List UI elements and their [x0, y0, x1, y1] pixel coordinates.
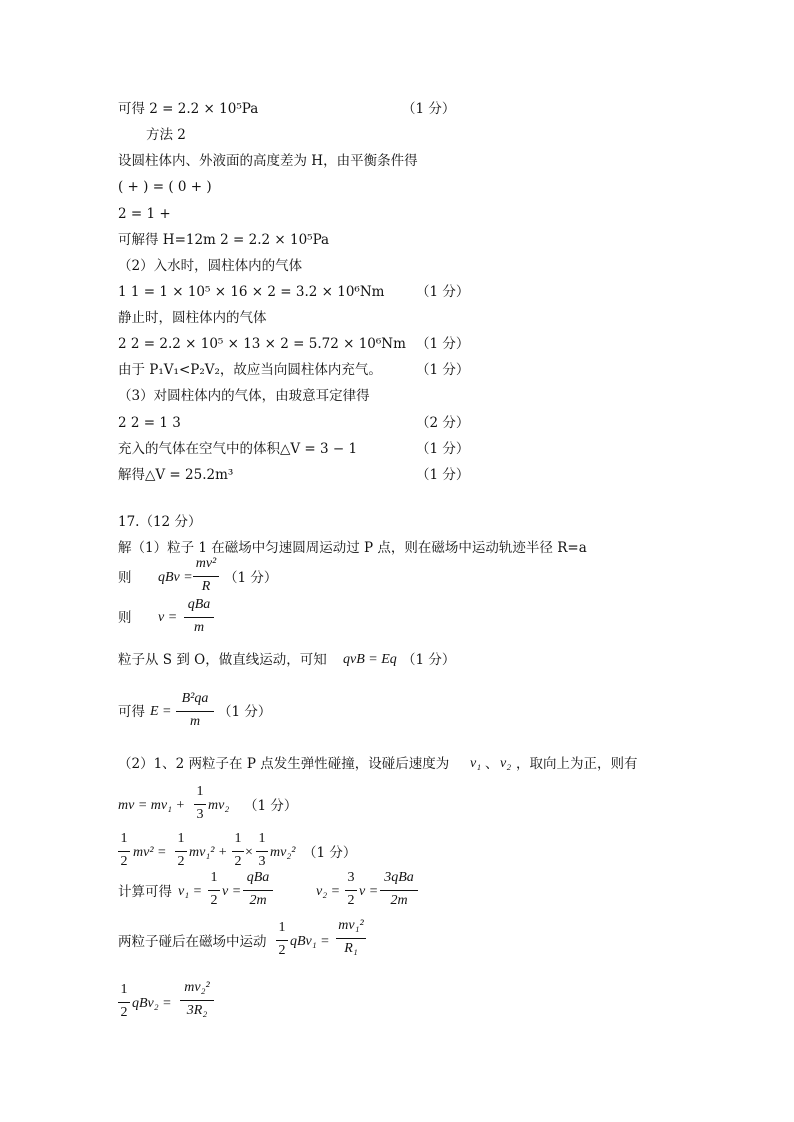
frac-den: 3	[258, 854, 266, 869]
frac-num: 1	[120, 982, 128, 997]
line-compare: 由于 P₁V₁<P₂V₂，故应当向圆柱体内充气。	[118, 362, 382, 378]
frac-den: m	[193, 620, 205, 635]
eq-v: v =	[158, 610, 178, 625]
frac-bar	[276, 940, 288, 941]
eq-v1-mid: v =	[222, 884, 242, 899]
label-then: 则	[118, 570, 132, 586]
eq-momentum-tail: mv₂	[208, 798, 230, 813]
var-v2: v₂	[500, 756, 512, 771]
score-mark: （1 分）	[416, 441, 470, 457]
frac-bar	[345, 890, 357, 891]
line-delta-v: 充入的气体在空气中的体积△V = 3 − 1	[118, 441, 358, 457]
fraction-1-2	[208, 870, 220, 912]
score-mark: （1 分）	[303, 845, 357, 861]
line-boyle-eq: 2 2 = 1 3	[118, 415, 181, 431]
fraction-3-2	[345, 870, 357, 912]
frac-num: mv₂²	[184, 980, 210, 995]
label-then: 则	[118, 610, 132, 626]
frac-bar	[256, 851, 268, 852]
eq-momentum: mv = mv₁ +	[118, 798, 185, 813]
fraction-b2qa-over-m	[176, 691, 214, 733]
line-part2-heading: （2）入水时，圆柱体内的气体	[118, 258, 303, 274]
frac-num: 3	[347, 870, 355, 885]
fraction-1-2	[232, 831, 244, 873]
frac-den: 3	[196, 807, 204, 822]
line-p1v1: 1 1 = 1 × 10⁵ × 16 × 2 = 3.2 × 10⁶Nm	[118, 284, 385, 300]
frac-den: 2	[347, 893, 355, 908]
frac-den: 2	[278, 943, 286, 958]
frac-den: R₁	[344, 941, 358, 956]
eq-circular-2: qBv₂ =	[132, 996, 172, 1011]
frac-den: 2	[177, 854, 185, 869]
frac-bar	[194, 804, 206, 805]
frac-num: 3qBa	[384, 870, 414, 885]
score-mark: （1 分）	[416, 362, 470, 378]
score-mark: （1 分）	[244, 798, 298, 814]
frac-bar	[243, 890, 273, 891]
frac-num: 1	[234, 831, 242, 846]
frac-num: qBa	[187, 597, 211, 612]
line-p2v2: 2 2 = 2.2 × 10⁵ × 13 × 2 = 5.72 × 10⁶Nm	[118, 336, 406, 352]
score-mark: （1 分）	[416, 284, 470, 300]
frac-num: 1	[278, 920, 286, 935]
label-obtain: 可得	[118, 704, 145, 720]
var-v1: v₁	[470, 756, 482, 771]
line-balance-eq: ( + ) = ( 0 + )	[118, 179, 212, 195]
punct-comma: 、	[485, 756, 499, 772]
problem-17-heading: 17.（12 分）	[118, 514, 202, 530]
frac-bar	[380, 890, 418, 891]
frac-num: 1	[210, 870, 218, 885]
frac-den: m	[189, 714, 201, 729]
eq-energy-lhs: mv² =	[133, 845, 167, 860]
fraction-mv2-over-r	[193, 556, 219, 598]
score-mark: （1 分）	[416, 336, 470, 352]
line-part2-collision: （2）1、2 两粒子在 P 点发生弹性碰撞，设碰后速度为	[118, 756, 450, 772]
frac-den: 2m	[249, 893, 267, 908]
fraction-qba-over-2m	[243, 870, 273, 912]
frac-den: 2	[120, 1005, 128, 1020]
fraction-1-2	[175, 831, 187, 873]
frac-den: 2	[210, 893, 218, 908]
line-p2-result: 可得 2 = 2.2 × 10⁵Pa	[118, 101, 259, 117]
eq-energy-term1: mv₁² +	[189, 845, 228, 860]
frac-bar	[336, 938, 366, 939]
frac-bar	[208, 890, 220, 891]
frac-den: 2m	[390, 893, 408, 908]
eq-energy-term2: mv₂²	[270, 845, 296, 860]
frac-num: mv₁²	[338, 918, 364, 933]
frac-den: R	[201, 579, 211, 594]
fraction-1-3	[256, 831, 268, 873]
line-p2-eq: 2 = 1 +	[118, 206, 171, 222]
score-mark: （1 分）	[416, 467, 470, 483]
fraction-1-2	[276, 920, 288, 962]
frac-num: 1	[177, 831, 185, 846]
label-calc-result: 计算可得	[118, 884, 172, 900]
eq-e: E =	[150, 704, 172, 719]
score-mark: （2 分）	[416, 415, 470, 431]
line-upward-positive: ，取向上为正，则有	[516, 756, 638, 772]
frac-den: 3R₂	[186, 1003, 208, 1018]
frac-bar	[118, 1002, 130, 1003]
frac-den: 2	[234, 854, 242, 869]
fraction-mv2sq-over-3r2	[180, 980, 214, 1022]
score-mark: （1 分）	[402, 652, 456, 668]
eq-circular-1: qBv₁ =	[290, 934, 330, 949]
frac-bar	[184, 617, 214, 618]
line-part1-radius: 解（1）粒子 1 在磁场中匀速圆周运动过 P 点，则在磁场中运动轨迹半径 R=a	[118, 540, 587, 556]
fraction-mv1sq-over-r1	[336, 918, 366, 960]
frac-num: 1	[120, 831, 128, 846]
line-straight-motion: 粒子从 S 到 O，做直线运动，可知	[118, 652, 327, 668]
score-mark: （1 分）	[224, 570, 278, 586]
frac-bar	[175, 851, 187, 852]
frac-bar	[193, 576, 219, 577]
frac-num: mv²	[195, 556, 217, 571]
method-2-heading: 方法 2	[146, 127, 186, 143]
eq-v2-mid: v =	[359, 884, 379, 899]
line-after-collision: 两粒子碰后在磁场中运动	[118, 934, 267, 950]
frac-bar	[118, 851, 130, 852]
line-delta-v-result: 解得△V = 25.2m³	[118, 467, 234, 483]
frac-den: 2	[120, 854, 128, 869]
fraction-1-2	[118, 982, 130, 1024]
frac-bar	[180, 1000, 214, 1001]
score-mark: （1 分）	[218, 704, 272, 720]
fraction-3qba-over-2m	[380, 870, 418, 912]
frac-num: 1	[196, 784, 204, 799]
eq-force-balance: qvB = Eq	[343, 652, 397, 667]
times-sign: ×	[245, 845, 253, 860]
line-static-gas: 静止时，圆柱体内的气体	[118, 310, 267, 326]
frac-num: qBa	[246, 870, 270, 885]
eq-v1: v₁ =	[178, 884, 203, 899]
frac-num: B²qa	[181, 691, 209, 706]
fraction-1-2	[118, 831, 130, 873]
score-mark: （1 分）	[402, 101, 456, 117]
eq-qbv: qBv =	[158, 570, 193, 585]
frac-bar	[176, 711, 214, 712]
line-height-diff: 设圆柱体内、外液面的高度差为 H，由平衡条件得	[118, 153, 418, 169]
line-solve-h: 可解得 H=12m 2 = 2.2 × 10⁵Pa	[118, 232, 330, 248]
line-part3-heading: （3）对圆柱体内的气体，由玻意耳定律得	[118, 388, 370, 404]
eq-v2: v₂ =	[316, 884, 341, 899]
fraction-qba-over-m	[184, 597, 214, 639]
frac-bar	[232, 851, 244, 852]
frac-num: 1	[258, 831, 266, 846]
fraction-1-3	[194, 784, 206, 826]
